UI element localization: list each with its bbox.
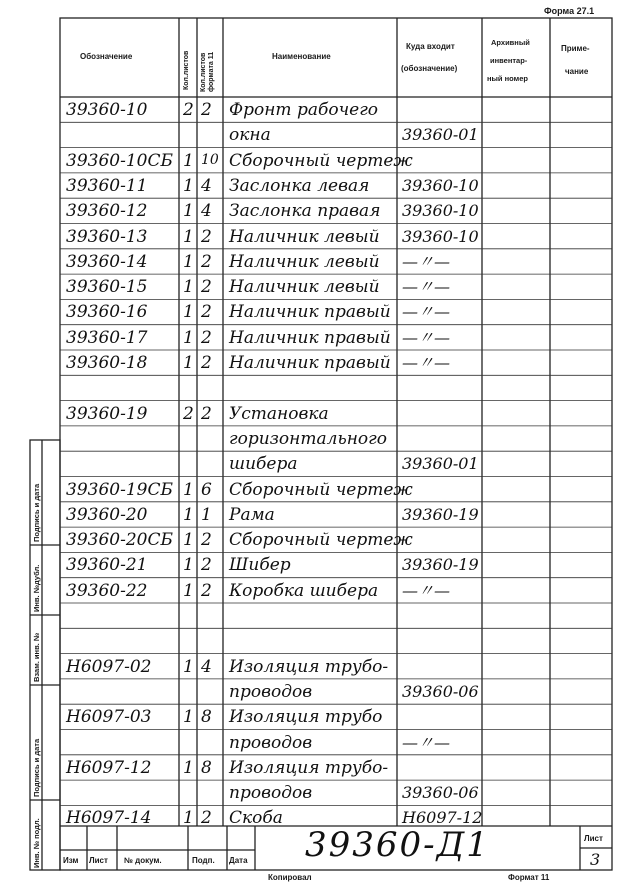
row-sheet-count: 1 <box>183 504 194 525</box>
row-designation: Н6097-02 <box>66 656 152 677</box>
row-name: Наличник левый <box>229 226 380 247</box>
row-name: Коробка шибера <box>229 580 379 601</box>
row-where-used: 39360-06 <box>402 681 479 701</box>
row-sheet-count: 1 <box>183 175 194 196</box>
row-where-used: Н6097-12 <box>402 808 483 828</box>
row-sheet-count: 1 <box>183 580 194 601</box>
row-where-used: 39360-19 <box>402 504 479 524</box>
header-where-used: Куда входит <box>406 42 455 51</box>
row-where-used: —〃— <box>402 251 451 271</box>
row-format-count: 2 <box>201 555 212 576</box>
row-name: Сборочный чертеж <box>229 530 413 551</box>
row-format-count: 6 <box>201 479 212 500</box>
row-where-used: 39360-10 <box>402 226 479 246</box>
row-designation: 39360-10СБ <box>66 150 173 171</box>
row-name: Рама <box>229 504 275 525</box>
row-sheet-count: 1 <box>183 277 194 298</box>
row-designation: 39360-10 <box>66 100 148 120</box>
row-designation: Н6097-03 <box>66 707 152 728</box>
row-where-used: —〃— <box>402 732 451 752</box>
row-name: Сборочный чертеж <box>229 150 413 171</box>
row-name: Сборочный чертеж <box>229 479 413 500</box>
row-where-used: 39360-10 <box>402 201 479 221</box>
row-format-count: 1 <box>201 504 212 525</box>
row-format-count: 4 <box>201 175 212 196</box>
side-label-signature-1: Подпись и дата <box>32 483 41 542</box>
row-where-used: —〃— <box>402 353 451 372</box>
row-sheet-count: 1 <box>183 808 194 829</box>
row-sheet-count: 1 <box>183 757 194 778</box>
row-where-used: —〃— <box>402 277 451 297</box>
title-col-doc: № докум. <box>124 856 162 865</box>
row-name: Изоляция трубо- <box>229 656 389 677</box>
row-designation: 39360-19СБ <box>66 479 173 500</box>
row-where-used: 39360-01 <box>402 454 479 474</box>
row-sheet-count: 1 <box>183 656 194 677</box>
row-designation: 39360-16 <box>66 302 148 323</box>
footer-format: Формат 11 <box>508 873 550 882</box>
row-where-used: 39360-06 <box>402 783 479 803</box>
row-format-count: 4 <box>201 656 212 677</box>
row-sheet-count: 1 <box>183 201 194 222</box>
header-designation: Обозначение <box>80 52 133 61</box>
row-sheet-count: 1 <box>183 479 194 500</box>
header-sheets-count: Кол.листов <box>183 50 190 90</box>
row-format-count: 2 <box>201 100 212 120</box>
row-designation: 39360-20СБ <box>66 530 173 551</box>
row-designation: 39360-12 <box>66 201 148 222</box>
row-format-count: 10 <box>201 151 219 168</box>
row-name: проводов <box>229 783 313 804</box>
row-sheet-count: 1 <box>183 327 194 348</box>
row-designation: 39360-19 <box>66 403 148 424</box>
header-where-used-sub: (обозначение) <box>401 64 458 73</box>
title-col-date: Дата <box>229 856 248 865</box>
row-name: проводов <box>229 732 313 753</box>
side-label-dup-inv: Инв. №дубл. <box>32 564 41 612</box>
row-designation: 39360-17 <box>66 327 148 348</box>
row-name: Шибер <box>229 555 291 576</box>
header-archive-2: инвентар- <box>490 56 528 65</box>
row-designation: 39360-18 <box>66 353 148 373</box>
row-sheet-count: 1 <box>183 353 194 373</box>
row-where-used: 39360-19 <box>402 555 479 575</box>
row-name: Наличник левый <box>229 277 380 298</box>
row-sheet-count: 1 <box>183 530 194 551</box>
document-code: 39360-Д1 <box>305 825 490 865</box>
header-note-1: Приме- <box>561 44 590 53</box>
row-sheet-count: 1 <box>183 555 194 576</box>
header-sheets-format: Кол.листов формата 11 <box>200 51 215 92</box>
sheet-number: 3 <box>590 850 601 869</box>
row-format-count: 2 <box>201 808 212 829</box>
side-label-replace-inv: Взам. инв. № <box>32 632 41 682</box>
row-format-count: 2 <box>201 226 212 247</box>
row-designation: 39360-22 <box>66 580 148 601</box>
side-label-signature-2: Подпись и дата <box>32 738 41 797</box>
row-name: Фронт рабочего <box>229 100 379 120</box>
sheet-label: Лист <box>584 834 603 843</box>
row-format-count: 2 <box>201 302 212 323</box>
row-name: Заслонка левая <box>229 175 370 196</box>
header-archive-3: ный номер <box>487 74 528 83</box>
row-designation: 39360-11 <box>66 175 148 196</box>
row-name: Изоляция трубо <box>229 707 383 728</box>
row-sheet-count: 1 <box>183 707 194 728</box>
row-name: проводов <box>229 681 313 702</box>
form-label: Форма 27.1 <box>544 6 595 16</box>
title-col-sign: Подп. <box>192 856 215 865</box>
row-name: Изоляция трубо- <box>229 757 389 778</box>
row-where-used: —〃— <box>402 580 451 600</box>
row-where-used: —〃— <box>402 302 451 322</box>
row-name: Наличник правый <box>229 327 391 348</box>
row-sheet-count: 2 <box>183 100 194 120</box>
row-name: шибера <box>229 454 298 475</box>
row-format-count: 2 <box>201 580 212 601</box>
row-sheet-count: 1 <box>183 251 194 272</box>
title-col-change: Изм <box>63 856 79 865</box>
row-name: Наличник левый <box>229 251 380 272</box>
row-format-count: 2 <box>201 530 212 551</box>
row-format-count: 8 <box>201 707 212 728</box>
row-where-used: 39360-10 <box>402 175 479 195</box>
row-sheet-count: 1 <box>183 150 194 171</box>
row-designation: 39360-21 <box>66 555 148 576</box>
row-name: Установка <box>229 403 329 424</box>
footer-copied: Копировал <box>268 873 312 882</box>
side-label-orig-inv: Инв. № подл. <box>32 818 41 868</box>
row-designation: Н6097-12 <box>66 757 152 778</box>
header-archive-1: Архивный <box>491 38 530 47</box>
row-sheet-count: 1 <box>183 302 194 323</box>
row-designation: 39360-13 <box>66 226 148 247</box>
header-note-2: чание <box>565 67 589 76</box>
row-format-count: 2 <box>201 403 212 424</box>
row-designation: 39360-15 <box>66 277 148 298</box>
row-name: Наличник правый <box>229 353 391 373</box>
row-format-count: 2 <box>201 353 212 373</box>
row-name: окна <box>229 125 271 146</box>
row-sheet-count: 1 <box>183 226 194 247</box>
row-designation: 39360-14 <box>66 251 148 272</box>
row-name: горизонтального <box>229 428 387 449</box>
row-where-used: 39360-01 <box>402 125 479 145</box>
row-name: Заслонка правая <box>229 201 381 222</box>
row-name: Скоба <box>229 808 283 829</box>
header-name: Наименование <box>272 52 331 61</box>
row-where-used: —〃— <box>402 327 451 347</box>
row-format-count: 2 <box>201 327 212 348</box>
row-designation: 39360-20 <box>66 504 148 525</box>
row-name: Наличник правый <box>229 302 391 323</box>
row-designation: Н6097-14 <box>66 808 152 829</box>
title-col-sheet: Лист <box>89 856 108 865</box>
row-format-count: 8 <box>201 757 212 778</box>
row-sheet-count: 2 <box>183 403 194 424</box>
row-format-count: 2 <box>201 277 212 298</box>
row-format-count: 4 <box>201 201 212 222</box>
row-format-count: 2 <box>201 251 212 272</box>
